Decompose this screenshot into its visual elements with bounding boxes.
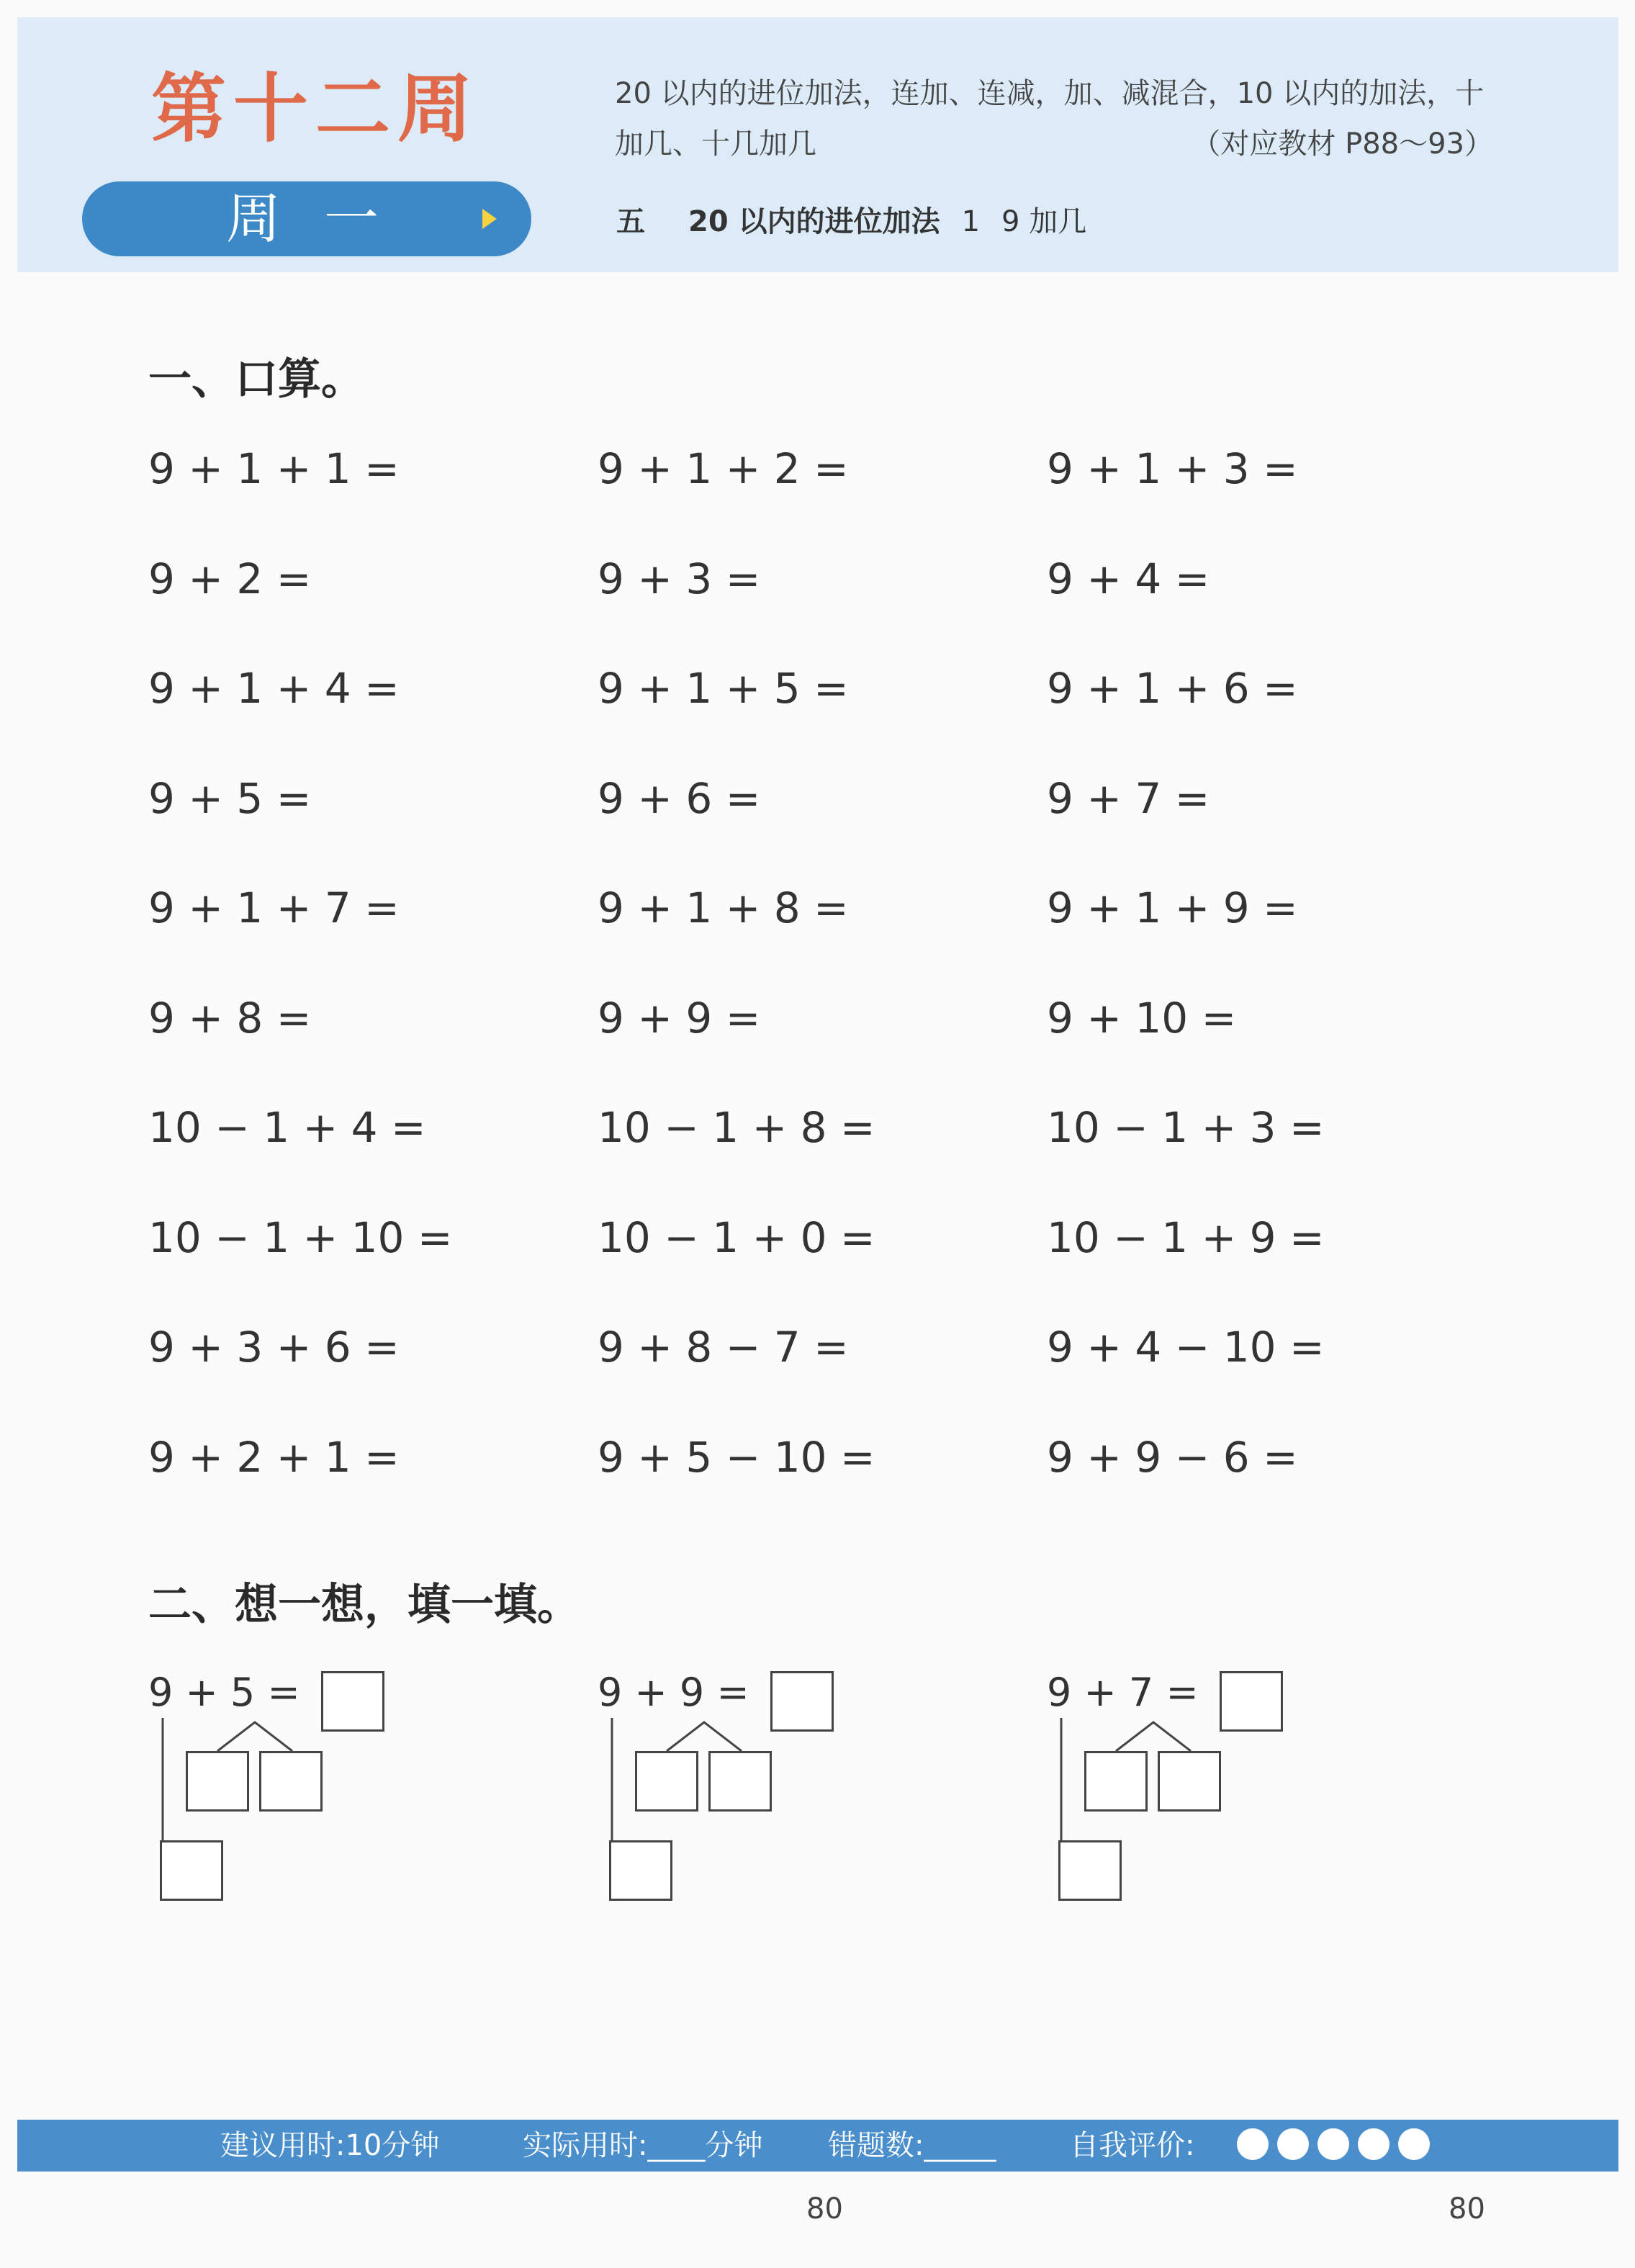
footer-bar [17, 2120, 1618, 2172]
lesson-unit: 五 [616, 205, 645, 238]
flower-star-icon[interactable] [1318, 2128, 1349, 2160]
math-problem: 9 + 5 = [148, 773, 312, 823]
lesson-heading [616, 203, 1086, 240]
decomposition-item-3 [1047, 1668, 1364, 1912]
math-problem: 9 + 8 − 7 = [598, 1323, 849, 1372]
decomposition-item-2 [598, 1668, 914, 1912]
day-tab [82, 181, 531, 256]
week-topics-line1: 20 以内的进位加法，连加、连减，加、减混合，10 以内的加法，十 [615, 77, 1485, 110]
flower-star-icon[interactable] [1398, 2128, 1430, 2160]
math-problem: 9 + 4 − 10 = [1047, 1323, 1325, 1372]
split-box-1[interactable] [1084, 1751, 1148, 1812]
math-problem: 9 + 3 + 6 = [148, 1323, 400, 1372]
math-problem: 9 + 1 + 1 = [148, 444, 400, 493]
self-evaluation-label: 自我评价: [1070, 2129, 1195, 2162]
split-box-2[interactable] [259, 1751, 323, 1812]
triangle-arrow-icon [482, 209, 497, 229]
decomposition-item-1 [148, 1668, 465, 1912]
split-box-2[interactable] [708, 1751, 772, 1812]
mental-math-problems [148, 444, 1516, 1542]
lesson-title: 20 以内的进位加法 [688, 205, 940, 238]
math-problem: 9 + 1 + 9 = [1047, 883, 1298, 932]
mistake-count: 错题数:_____ [828, 2129, 996, 2162]
answer-box[interactable] [321, 1671, 384, 1732]
section-1-title: 一、口算。 [148, 354, 364, 405]
math-problem: 9 + 3 = [598, 554, 761, 603]
math-problem: 9 + 1 + 6 = [1047, 664, 1298, 713]
sum-box[interactable] [160, 1840, 223, 1901]
flower-star-icon[interactable] [1358, 2128, 1389, 2160]
math-problem: 9 + 2 = [148, 554, 312, 603]
math-problem: 10 − 1 + 3 = [1047, 1103, 1325, 1152]
split-box-1[interactable] [186, 1751, 249, 1812]
answer-box[interactable] [1220, 1671, 1283, 1732]
page-header [17, 17, 1618, 272]
textbook-reference: （对应教材 P88～93） [1192, 127, 1493, 161]
math-problem: 10 − 1 + 8 = [598, 1103, 875, 1152]
math-problem: 10 − 1 + 4 = [148, 1103, 426, 1152]
math-problem: 9 + 1 + 7 = [148, 883, 400, 932]
flower-star-icon[interactable] [1237, 2128, 1269, 2160]
flower-star-icon[interactable] [1277, 2128, 1309, 2160]
math-problem: 9 + 9 − 6 = [1047, 1432, 1298, 1482]
math-problem: 9 + 1 + 3 = [1047, 444, 1298, 493]
math-problem: 9 + 5 − 10 = [598, 1432, 875, 1482]
math-problem: 10 − 1 + 10 = [148, 1212, 453, 1262]
equation: 9 + 5 = [148, 1670, 300, 1715]
math-problem: 9 + 1 + 5 = [598, 664, 849, 713]
self-evaluation-stars [1237, 2128, 1430, 2160]
math-problem: 9 + 1 + 2 = [598, 444, 849, 493]
sum-box[interactable] [1058, 1840, 1122, 1901]
section-2-title: 二、想一想，填一填。 [148, 1580, 580, 1630]
math-problem: 9 + 8 = [148, 993, 312, 1043]
math-problem: 10 − 1 + 9 = [1047, 1212, 1325, 1262]
math-problem: 9 + 4 = [1047, 554, 1210, 603]
math-problem: 9 + 1 + 8 = [598, 883, 849, 932]
week-topics-line2: 加几、十几加几 [615, 127, 816, 161]
math-problem: 10 − 1 + 0 = [598, 1212, 875, 1262]
math-problem: 9 + 1 + 4 = [148, 664, 400, 713]
suggested-time: 建议用时:10分钟 [220, 2129, 440, 2162]
math-problem: 9 + 6 = [598, 773, 761, 823]
equation: 9 + 9 = [598, 1670, 749, 1715]
sum-box[interactable] [609, 1840, 672, 1901]
lesson-topic: 9 加几 [1001, 205, 1087, 238]
math-problem: 9 + 10 = [1047, 993, 1237, 1043]
answer-box[interactable] [770, 1671, 834, 1732]
math-problem: 9 + 2 + 1 = [148, 1432, 400, 1482]
math-problem: 9 + 9 = [598, 993, 761, 1043]
actual-time: 实际用时:____分钟 [523, 2129, 763, 2162]
math-problem: 9 + 7 = [1047, 773, 1210, 823]
equation: 9 + 7 = [1047, 1670, 1199, 1715]
split-box-1[interactable] [635, 1751, 698, 1812]
week-title: 第十二周 [151, 65, 480, 153]
day-label: 周一 [226, 186, 422, 251]
lesson-number: 1 [961, 205, 981, 238]
split-box-2[interactable] [1158, 1751, 1221, 1812]
page-number: 80 [806, 2192, 843, 2226]
page-number-corner: 80 [1449, 2192, 1485, 2226]
